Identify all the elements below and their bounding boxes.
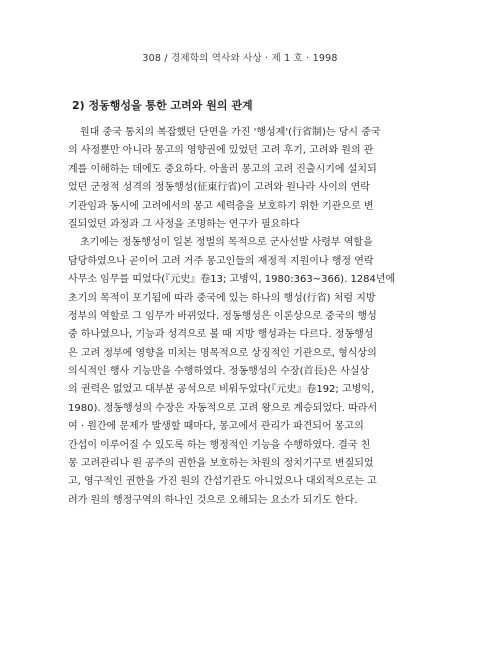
text-line: 간섭이 이루어질 수 있도록 하는 행정적인 기능을 수행하였다. 결국 친	[68, 439, 371, 451]
text-line: 원대 중국 통치의 복잡했던 단면을 가진 '행성제'(行省制)는 당시 중국	[80, 127, 381, 138]
text-line: 고, 영구적인 권한을 가진 원의 간섭기관도 아니었으나 대외적으로는 고	[68, 476, 377, 488]
body-text	[68, 124, 416, 510]
text-line: 려가 원의 행정구역의 하나인 것으로 오해되는 요소가 되기도 한다.	[68, 494, 358, 506]
text-line: 의식적인 행사 기능만을 수행하였다. 정동행성의 수장(首長)은 사실상	[68, 366, 370, 378]
text-line: 1980). 정동행성의 수장은 자동적으로 고려 왕으로 계승되었다. 따라서	[68, 402, 378, 414]
text-line: 의 사정뿐만 아니라 몽고의 영향권에 있었던 고려 후기, 고려와 원의 관	[68, 145, 374, 157]
text-line: 담당하였으나 곧이어 고려 거주 몽고인들의 재정적 지원이나 행정 연락	[68, 255, 374, 267]
text-line: 사무소 임무를 띠었다(『元史』卷13; 고병익, 1980:363~366). 1284년에	[68, 274, 396, 286]
paragraph-2	[68, 234, 416, 510]
text-line: 여 · 원간에 문제가 발생할 때마다, 몽고에서 관리가 파견되어 몽고의	[68, 421, 364, 433]
text-line: 계를 이해하는 데에도 중요하다. 아울러 몽고의 고려 진출시기에 설치되	[68, 163, 377, 175]
text-line: 의 권력은 없었고 대부분 공석으로 비워두었다(『元史』卷192; 고병익,	[68, 384, 375, 396]
text-line: 정부의 역할로 그 임무가 바뀌었다. 정동행성은 이론상으로 중국의 행성	[68, 310, 377, 322]
text-line: 중 하나였으나, 기능과 성격으로 볼 때 지방 행성과는 다르다. 정동행성	[68, 329, 374, 341]
text-line: 었던 군정적 성격의 정동행성(征東行省)이 고려와 원나라 사이의 연락	[68, 182, 370, 194]
paragraph-1	[68, 124, 416, 234]
text-line: 기관임과 동시에 고려에서의 몽고 세력층을 보호하기 위한 기관으로 변	[68, 200, 374, 212]
text-line: 초기에는 정동행성이 일본 정벌의 목적으로 군사선발 사령부 역할을	[80, 237, 373, 249]
section-heading: 2) 정동행성을 통한 고려와 원의 관계	[72, 99, 253, 112]
text-line: 몽 고려관리나 원 공주의 권한을 보호하는 차원의 정치기구로 변질되었	[68, 458, 374, 470]
text-line: 질되었던 과정과 그 사정을 조명하는 연구가 필요하다	[68, 218, 300, 230]
text-line: 은 고려 정부에 영향을 미치는 명목적으로 상징적인 기관으로, 형식상의	[68, 347, 377, 359]
running-header: 308 / 경제학의 역사와 사상 · 제 1 호 · 1998	[142, 53, 338, 64]
text-line: 초기의 목적이 포기됨에 따라 중국에 있는 하나의 행성(行省) 처럼 지방	[68, 292, 376, 304]
